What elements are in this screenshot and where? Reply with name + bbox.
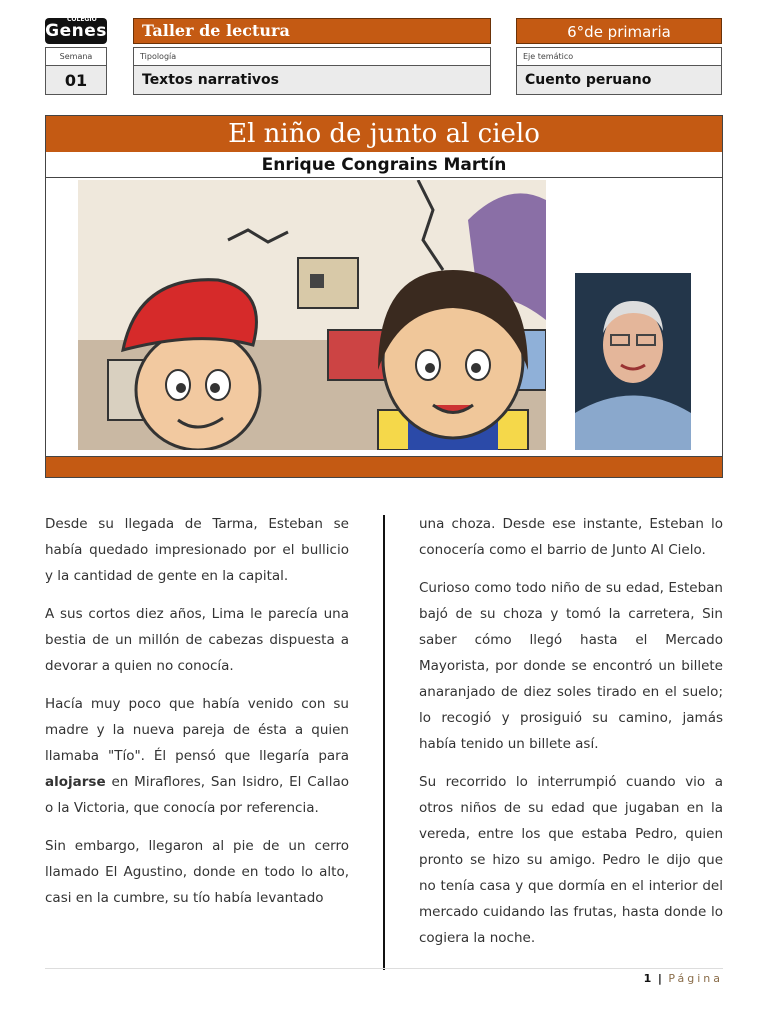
paragraph-text: en Miraflores, San Isidro, El Callao o la Victoria, que conocía por referencia. [45,774,349,816]
story-illustration [78,180,546,450]
highlighted-word: alojarse [45,774,106,790]
author-portrait [575,273,691,450]
paragraph: Curioso como todo niño de su edad, Esteban bajó de su choza y tomó la carretera, Sin saber cómo llegó hasta el Mercado Mayorista, por donde se encontró un billete anaranjado de diez soles tirado en el suelo; lo recogió y prosiguió su camino, jamás había tenido un billete así. [419,580,723,752]
story-title: El niño de junto al cielo [46,116,722,152]
story-author: Enrique Congrains Martín [46,152,722,178]
grade-label: 6°de primaria [516,18,722,44]
author-photo-image [575,273,691,450]
paragraph-text: Hacía muy poco que había venido con su madre y la nueva pareja de ésta a quien llamaba "Tío". Él pensó que llegaría para [45,696,349,764]
text-column-left [45,511,349,923]
logo-subtext: COLEGIO [67,16,97,23]
typology-value: Textos narrativos [133,65,491,95]
page-number: 1 [643,972,652,985]
column-divider [383,515,385,970]
paragraph: Desde su llegada de Tarma, Esteban se había quedado impresionado por el bullicio y la cantidad de gente en la capital. [45,516,349,584]
footer-separator: | [657,972,662,985]
axis-label: Eje temático [516,47,722,65]
paragraph: Sin embargo, llegaron al pie de un cerro llamado El Agustino, donde en todo lo alto, casi en la cumbre, su tío había levantado [45,838,349,906]
frame-bottom-bar [46,456,722,477]
footer-divider [45,968,723,969]
cartoon-children-image [78,180,546,450]
week-value: 01 [45,65,107,95]
paragraph: Su recorrido lo interrumpió cuando vio a otros niños de su edad que jugaban en la vereda, entre los que estaba Pedro, quien pronto se hizo su amigo. Pedro le dijo que no tenía casa y que dormía en el interior del mercado cuidando las frutas, hasta donde lo cogiera la noche. [419,774,723,946]
school-logo [45,18,107,44]
paragraph: una choza. Desde ese instante, Esteban lo conocería como el barrio de Junto Al Cielo. [419,516,723,558]
week-label: Semana [45,47,107,65]
page-word: Página [668,972,723,985]
workshop-title: Taller de lectura [133,18,491,44]
paragraph: A sus cortos diez años, Lima le parecía una bestia de un millón de cabezas dispuesta a devorar a quien no conocía. [45,606,349,674]
logo-text: Genes [45,21,107,41]
paragraph [45,691,349,821]
axis-value: Cuento peruano [516,65,722,95]
text-column-right [419,511,723,963]
typology-label: Tipología [133,47,491,65]
page-footer [560,972,723,985]
